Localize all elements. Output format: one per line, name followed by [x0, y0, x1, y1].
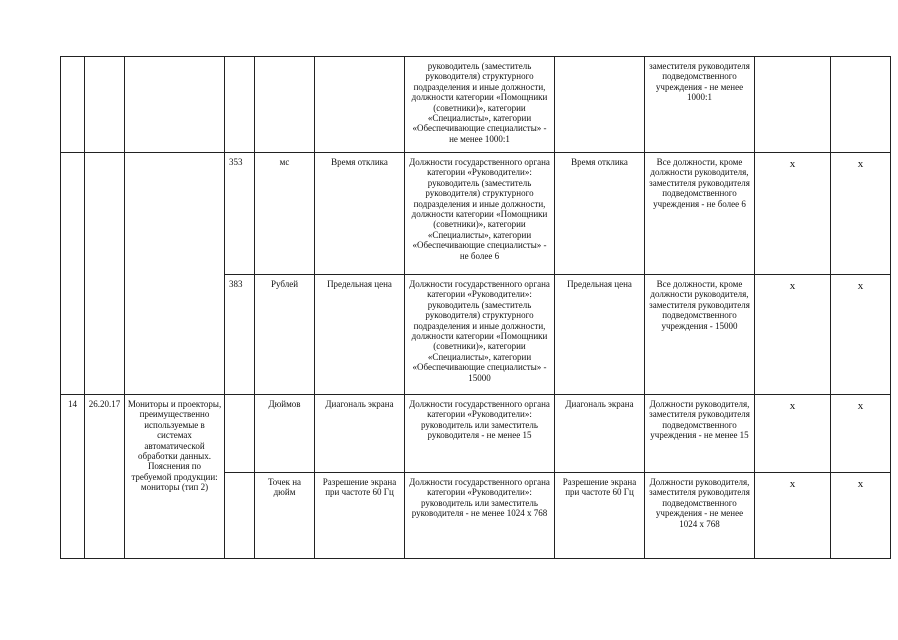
okpd-code-cell — [85, 153, 125, 395]
x2-cell: х — [831, 395, 891, 473]
unit-cell — [255, 57, 315, 153]
okei-code-cell: 383 — [225, 275, 255, 395]
okei-code-cell — [225, 57, 255, 153]
unit-cell: мс — [255, 153, 315, 275]
okpd-code-cell: 26.20.17 — [85, 395, 125, 559]
characteristic-cell — [315, 57, 405, 153]
x2-cell: х — [831, 473, 891, 559]
requirements-table — [60, 56, 891, 559]
value-cell: Должности государственного органа категории «Руководители»: руководитель (заместитель руководителя) структурного подразделения и иные должности, должности категории «Помощники (советники)», категории «Специалисты», категории «Обеспечивающие специалисты» - не более 6 — [405, 153, 555, 275]
characteristic-cell: Время отклика — [315, 153, 405, 275]
value2-cell: Все должности, кроме должности руководителя, заместителя руководителя подведомственного учреждения - не более 6 — [645, 153, 755, 275]
characteristic2-cell: Разрешение экрана при частоте 60 Гц — [555, 473, 645, 559]
value-cell: Должности государственного органа категории «Руководители»: руководитель (заместитель руководителя) структурного подразделения и иные должности, должности категории «Помощники (советники)», категории «Специалисты», категории «Обеспечивающие специалисты» - 15000 — [405, 275, 555, 395]
x2-cell: х — [831, 153, 891, 275]
row-number-cell — [61, 57, 85, 153]
characteristic-cell: Предельная цена — [315, 275, 405, 395]
okei-code-cell: 353 — [225, 153, 255, 275]
characteristic2-cell: Диагональ экрана — [555, 395, 645, 473]
value-cell: Должности государственного органа категории «Руководители»: руководитель или заместитель руководителя - не менее 1024 х 768 — [405, 473, 555, 559]
characteristic2-cell — [555, 57, 645, 153]
x2-cell — [831, 57, 891, 153]
x1-cell: х — [755, 275, 831, 395]
table-row — [61, 153, 891, 275]
okei-code-cell — [225, 473, 255, 559]
value2-cell: Должности руководителя, заместителя руководителя подведомственного учреждения - не менее 1024 х 768 — [645, 473, 755, 559]
value2-cell: Все должности, кроме должности руководителя, заместителя руководителя подведомственного учреждения - 15000 — [645, 275, 755, 395]
x1-cell: х — [755, 473, 831, 559]
characteristic2-cell: Предельная цена — [555, 275, 645, 395]
x1-cell: х — [755, 395, 831, 473]
okpd-code-cell — [85, 57, 125, 153]
x1-cell: х — [755, 153, 831, 275]
x2-cell: х — [831, 275, 891, 395]
okei-code-cell — [225, 395, 255, 473]
row-number-cell — [61, 153, 85, 395]
product-name-cell — [125, 153, 225, 395]
characteristic-cell: Разрешение экрана при частоте 60 Гц — [315, 473, 405, 559]
product-name-cell: Мониторы и проекторы, преимущественно используемые в системах автоматической обработки данных. Пояснения по требуемой продукции: мониторы (тип 2) — [125, 395, 225, 559]
characteristic2-cell: Время отклика — [555, 153, 645, 275]
table-row — [61, 395, 891, 473]
value-cell: руководитель (заместитель руководителя) структурного подразделения и иные должности, должности категории «Помощники (советники)», категории «Специалисты», категории «Обеспечивающие специалисты» - не менее 1000:1 — [405, 57, 555, 153]
x1-cell — [755, 57, 831, 153]
value2-cell: Должности руководителя, заместителя руководителя подведомственного учреждения - не менее 15 — [645, 395, 755, 473]
unit-cell: Дюймов — [255, 395, 315, 473]
unit-cell: Точек на дюйм — [255, 473, 315, 559]
unit-cell: Рублей — [255, 275, 315, 395]
value-cell: Должности государственного органа категории «Руководители»: руководитель или заместитель руководителя - не менее 15 — [405, 395, 555, 473]
table-row — [61, 57, 891, 153]
value2-cell: заместителя руководителя подведомственного учреждения - не менее 1000:1 — [645, 57, 755, 153]
row-number-cell: 14 — [61, 395, 85, 559]
characteristic-cell: Диагональ экрана — [315, 395, 405, 473]
product-name-cell — [125, 57, 225, 153]
